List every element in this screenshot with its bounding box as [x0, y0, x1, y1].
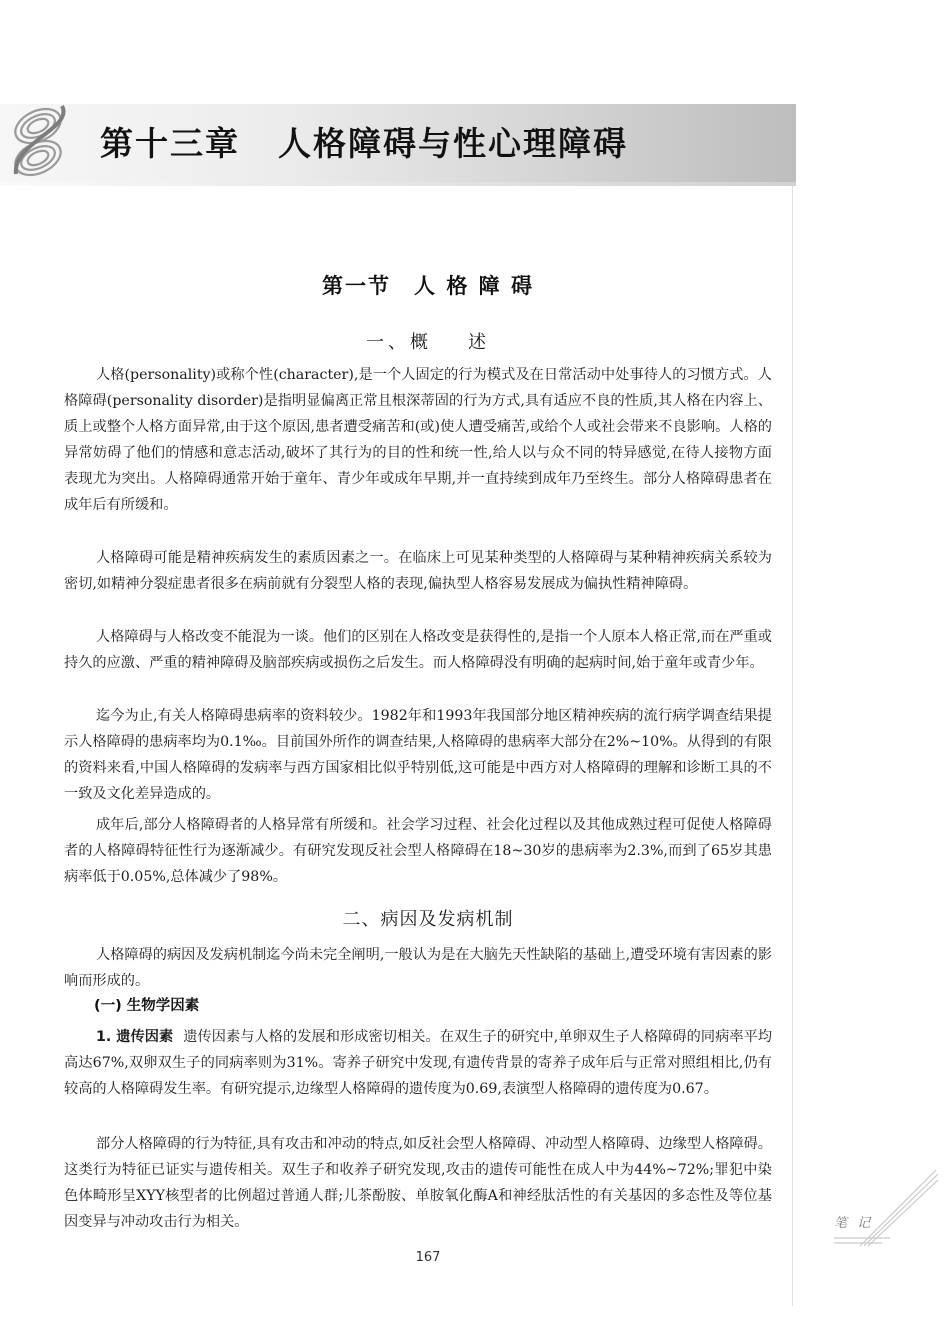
paragraph-personality-change: 人格障碍与人格改变不能混为一谈。他们的区别在人格改变是获得性的,是指一个人原本人格正常,而在严重或持久的应激、严重的精神障碍及脑部疾病或损伤之后发生。而人格障碍没有明确的起病时间,始于童年或青少年。 [64, 629, 772, 671]
paragraph-aggression-genetics: 部分人格障碍的行为特征,具有攻击和冲动的特点,如反社会型人格障碍、冲动型人格障碍、边缘型人格障碍。这类行为特征已证实与遗传相关。双生子和收养子研究发现,攻击的遗传可能性在成人中为44%~72%;罪犯中染色体畸形呈XYY核型者的比例超过普通人群;儿茶酚胺、单胺氧化酶A和神经肽活性的有关基因的多态性及等位基因变异与冲动攻击行为相关。 [64, 1136, 772, 1230]
paragraph-definition: 人格(personality)或称个性(character),是一个人固定的行为模式及在日常活动中处事待人的习惯方式。人格障碍(personality disorder)是指明显偏离正常且根深蒂固的行为方式,具有适应不良的性质,其人格在内容上、质上或整个人格方面异常,由于这个原因,患者遭受痛苦和(或)使人遭受痛苦,或给个人或社会带来不良影响。人格的异常妨碍了他们的情感和意志活动,破坏了其行为的目的性和统一性,给人以与众不同的特异感觉,在待人接物方面表现尤为突出。人格障碍通常开始于童年、青少年或成年早期,并一直持续到成年乃至终生。部分人格障碍患者在成年后有所缓和。 [64, 367, 772, 513]
heading-overview [0, 328, 856, 354]
chapter-swirl-logo-icon [2, 98, 76, 186]
paragraph-genetic-factors [64, 1024, 772, 1102]
notes-pen-icon [820, 1160, 940, 1250]
genetic-factors-lead: 1. 遗传因素 [96, 1029, 174, 1045]
chapter-name: 人格障碍与性心理障碍 [278, 124, 628, 163]
heading-etiology: 二、病因及发病机制 [342, 909, 514, 930]
chapter-number: 第十三章 [100, 124, 240, 163]
heading-overview-part2: 述 [468, 332, 490, 353]
subsection-biological-factors: (一) 生物学因素 [94, 998, 200, 1014]
genetic-factors-text: 遗传因素与人格的发展和形成密切相关。在双生子的研究中,单卵双生子人格障碍的同病率平均高达67%,双卵双生子的同病率则为31%。寄养子研究中发现,有遗传背景的寄养子成年后与正常对照组相比,仍有较高的人格障碍发生率。有研究提示,边缘型人格障碍的遗传度为0.69,表演型人格障碍的遗传度为0.67。 [64, 1029, 773, 1097]
heading-overview-part1: 一、概 [366, 332, 432, 353]
page-number: 167 [415, 1250, 441, 1265]
section-title: 第一节 人 格 障 碍 [322, 274, 534, 298]
paragraph-prevalence: 迄今为止,有关人格障碍患病率的资料较少。1982年和1993年我国部分地区精神疾病的流行病学调查结果提示人格障碍的患病率均为0.1‰。目前国外所作的调查结果,人格障碍的患病率大部分在2%~10%。从得到的有限的资料来看,中国人格障碍的发病率与西方国家相比似乎特别低,这可能是中西方对人格障碍的理解和诊断工具的不一致及文化差异造成的。 [64, 708, 772, 802]
paragraph-predisposition: 人格障碍可能是精神疾病发生的素质因素之一。在临床上可见某种类型的人格障碍与某种精神疾病关系较为密切,如精神分裂症患者很多在病前就有分裂型人格的表现,偏执型人格容易发展成为偏执性精神障碍。 [64, 550, 772, 592]
chapter-title [100, 118, 628, 165]
chapter-banner-shadow [0, 182, 796, 186]
paragraph-etiology-intro: 人格障碍的病因及发病机制迄今尚未完全阐明,一般认为是在大脑先天性缺陷的基础上,遭受环境有害因素的影响而形成的。 [64, 947, 772, 989]
page-edge-line [792, 186, 793, 1306]
margin-notes-label: 笔 记 [834, 1216, 874, 1231]
paragraph-course: 成年后,部分人格障碍者的人格异常有所缓和。社会学习过程、社会化过程以及其他成熟过程可促使人格障碍者的人格障碍特征性行为逐渐减少。有研究发现反社会型人格障碍在18~30岁的患病率为2.3%,而到了65岁其患病率低于0.05%,总体减少了98%。 [64, 817, 772, 885]
